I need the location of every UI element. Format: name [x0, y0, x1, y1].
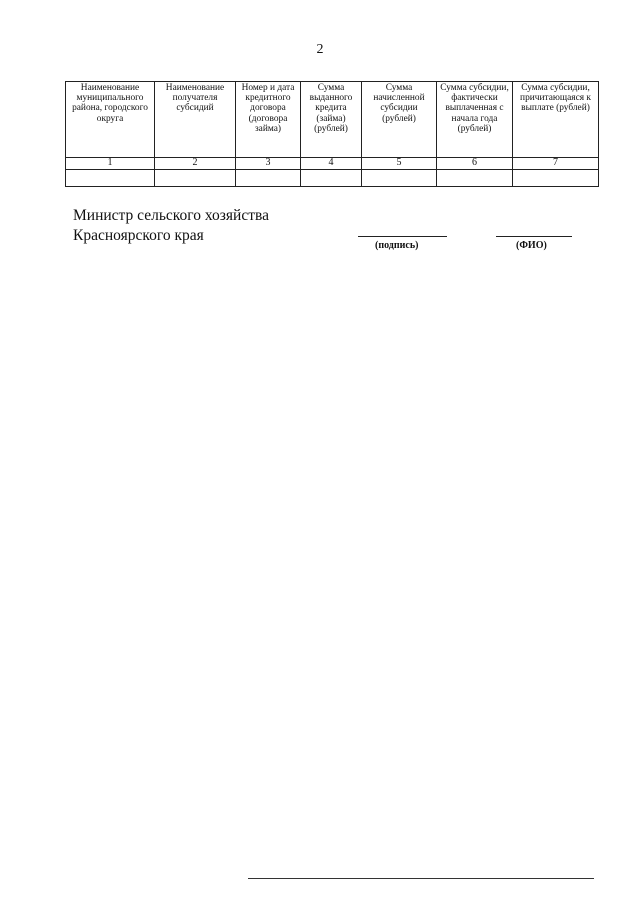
column-number: 1 [66, 158, 155, 170]
column-number: 7 [513, 158, 599, 170]
table-cell [362, 170, 437, 187]
table-cell [301, 170, 362, 187]
footer-divider [248, 878, 594, 879]
table-cell [66, 170, 155, 187]
table-cell [437, 170, 513, 187]
signatory-title: Министр сельского хозяйства [73, 207, 269, 224]
table-row [66, 170, 599, 187]
table-number-row [66, 158, 599, 170]
header-cell-loan-amount: Сумма выданного кредита (займа) (рублей) [301, 82, 362, 158]
column-number: 5 [362, 158, 437, 170]
column-number: 2 [155, 158, 236, 170]
signature-label: (подпись) [375, 240, 419, 251]
column-number: 4 [301, 158, 362, 170]
name-label: (ФИО) [516, 240, 547, 251]
name-line [496, 236, 572, 237]
table-cell [236, 170, 301, 187]
header-cell-paid-subsidy: Сумма субсидии, фактически выплаченная с начала года (рублей) [437, 82, 513, 158]
header-cell-district: Наименование муниципального района, городского округа [66, 82, 155, 158]
table-cell [513, 170, 599, 187]
page-number: 2 [316, 42, 324, 57]
signature-block [73, 206, 269, 246]
table-cell [155, 170, 236, 187]
column-number: 6 [437, 158, 513, 170]
table-header-row [66, 82, 599, 158]
report-table [65, 81, 599, 187]
header-cell-recipient: Наименование получателя субсидий [155, 82, 236, 158]
signature-line [358, 236, 447, 237]
header-cell-contract: Номер и дата кредитного договора (договора займа) [236, 82, 301, 158]
header-cell-accrued-subsidy: Сумма начисленной субсидии (рублей) [362, 82, 437, 158]
column-number: 3 [236, 158, 301, 170]
signatory-region: Красноярского края [73, 227, 204, 244]
header-cell-due-subsidy: Сумма субсидии, причитающаяся к выплате (рублей) [513, 82, 599, 158]
